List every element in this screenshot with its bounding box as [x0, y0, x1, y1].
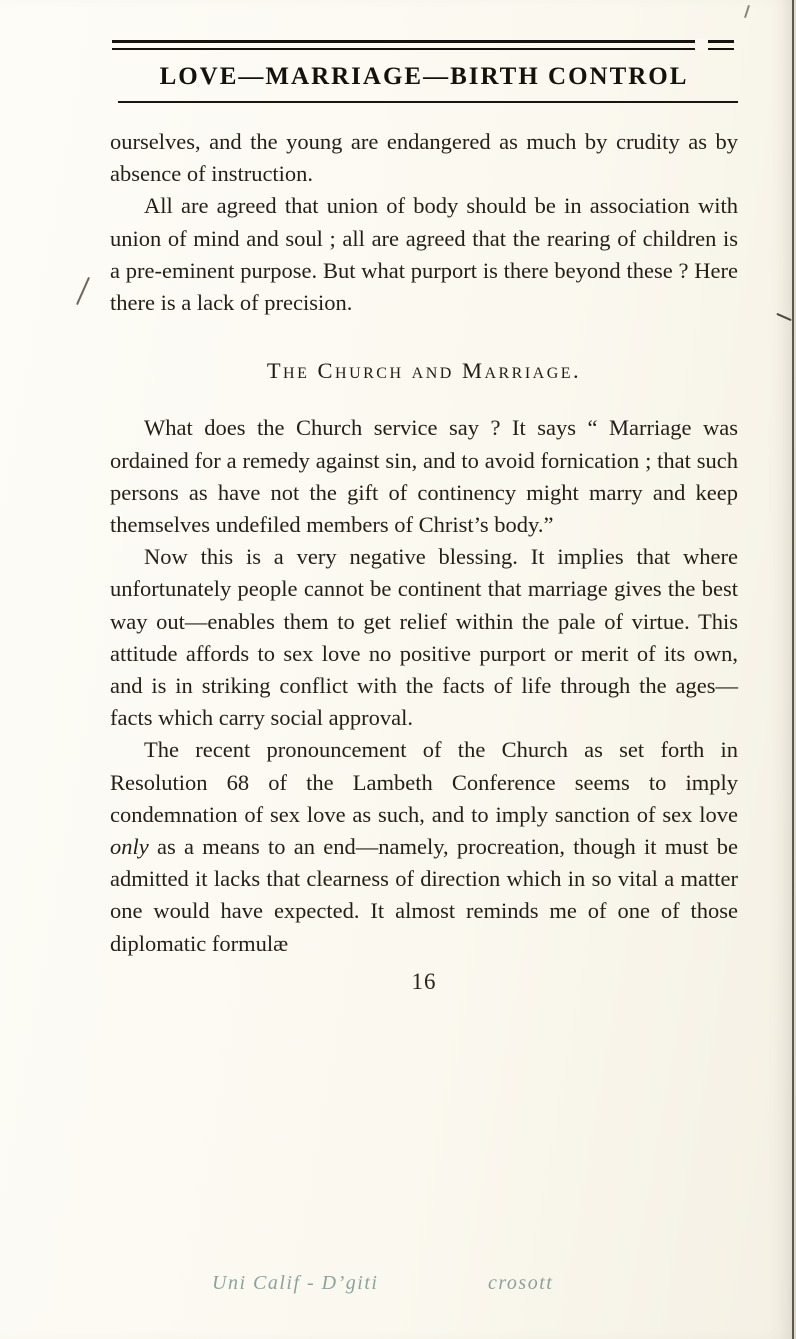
pen-mark-right	[776, 313, 791, 321]
paragraph-text: The recent pronouncement of the Church as set forth in Resolution 68 of the Lambeth Conference seems to imply condemnation of sex love as such, and to imply sanction of sex love	[110, 737, 738, 827]
paragraph: Now this is a very negative blessing. It implies that where unfortunately people cannot be continent that marriage gives the best way out—enables them to get relief within the pale of virtue. This attitude affords to sex love no positive purport or merit of its own, and is in striking conflict with the facts of life through the ages—facts which carry social approval.	[110, 544, 738, 731]
paragraph-text: as a means to an end—namely, procreation, though it must be admitted it lacks that clearness of direction which in so vital a matter one would have expected. It almost reminds me of one of those diplomatic formulæ	[110, 834, 738, 956]
top-double-rule	[112, 40, 734, 50]
watermark-text-left: Uni Calif - D’giti	[212, 1272, 379, 1294]
paragraph: What does the Church service say ? It says “ Marriage was ordained for a remedy against sin, and to avoid fornication ; that such persons as have not the gift of continency might marry and keep themselves undefiled members of Christ’s body.”	[110, 415, 738, 538]
page-number: 16	[411, 968, 437, 994]
header-rule	[118, 101, 738, 103]
body-text	[110, 126, 738, 960]
scan-watermark	[0, 1272, 796, 1302]
content-column	[110, 40, 738, 995]
italic-word: only	[110, 834, 149, 860]
rule-break	[695, 38, 708, 52]
pen-mark-left	[76, 277, 90, 305]
paragraph: All are agreed that union of body should be in association with union of mind and soul ; all are agreed that the rearing of children is a pre-eminent purpose. But what purport is there beyond these ? Here there is a lack of precision.	[110, 193, 738, 316]
running-head-title: LOVE—MARRIAGE—BIRTH CONTROL	[159, 63, 689, 90]
corner-mark	[744, 5, 750, 18]
paragraph	[110, 734, 738, 959]
section-heading: The Church and Marriage.	[266, 358, 582, 384]
watermark-text-right: crosott	[488, 1272, 554, 1294]
scan-edge	[792, 0, 794, 1339]
paragraph-continuation: ourselves, and the young are endangered as much by crudity as by absence of instruction.	[110, 129, 738, 187]
